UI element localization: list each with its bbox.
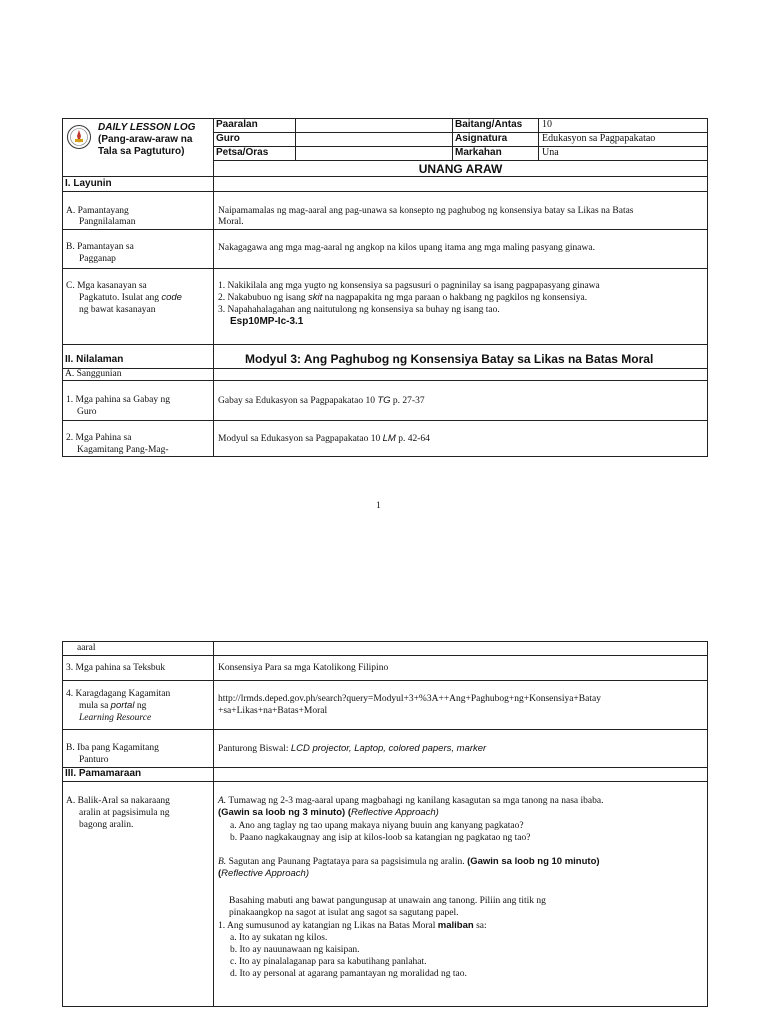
rule — [62, 1006, 708, 1007]
kagamitan-label-2: Kagamitang Pang-Mag- — [77, 445, 169, 455]
dll-subtitle-2: Tala sa Pagtuturo) — [98, 146, 185, 157]
section-nilalaman-heading: II. Nilalaman — [65, 354, 124, 365]
page-number: 1 — [376, 501, 381, 511]
instruction-line-1: Basahing mabuti ang bawat pangungusap at unawain ang tanong. Piliin ang titik ng — [229, 896, 546, 906]
rule — [213, 160, 708, 161]
row-b-label-2: Pagganap — [79, 254, 116, 264]
portal-link-line-2[interactable]: +sa+Likas+na+Batas+Moral — [218, 706, 328, 716]
row-c-label-1: C. Mga kasanayan sa — [66, 281, 147, 291]
row-b-content: Nakagagawa ang mga mag-aaral ng angkop na kilos upang itama ang mga maling pasyang ginawa. — [218, 243, 595, 253]
part-a-time: (Gawin sa loob ng 3 minuto) (Reflective Approach) — [218, 807, 439, 818]
part-a-text: A. Tumawag ng 2-3 mag-aaral upang magbahagi ng kanilang kasagutan sa mga tanong na nasa ibaba. — [218, 796, 604, 806]
row-a-label-1: A. Pamantayang — [66, 206, 129, 216]
section-pamamaraan-heading: III. Pamamaraan — [65, 768, 142, 779]
teksbuk-label: 3. Mga pahina sa Teksbuk — [66, 663, 166, 673]
teksbuk-content: Konsensiya Para sa mga Katolikong Filipino — [218, 663, 389, 673]
section-layunin-heading: I. Layunin — [65, 178, 112, 189]
row-c-label-3: ng bawat kasanayan — [79, 305, 156, 315]
rule — [538, 118, 539, 160]
karagdagan-label-3: Learning Resource — [79, 713, 152, 723]
part-a-question-b: b. Paano nagkakaugnay ang isip at kilos-loob sa katangian ng pagkatao ng tao? — [230, 833, 531, 843]
rule — [62, 118, 63, 456]
rule — [62, 767, 708, 768]
row-a-content-2: Moral. — [218, 217, 244, 227]
balik-aral-label-1: A. Balik-Aral sa nakaraang — [66, 796, 170, 806]
rule — [62, 191, 708, 192]
portal-link-line-1[interactable]: http://lrmds.deped.gov.ph/search?query=Modyul+3+%3A++Ang+Paghubog+ng+Konsensiya+Batay — [218, 694, 601, 704]
iba-label-2: Panturo — [79, 755, 109, 765]
karagdagan-label-2: mula sa portal ng — [79, 700, 147, 711]
rule — [62, 268, 708, 269]
row-b-label-1: B. Pamantayan sa — [66, 242, 134, 252]
balik-aral-label-3: bagong aralin. — [79, 820, 134, 830]
part-b-approach: (Reflective Approach) — [218, 868, 310, 879]
field-label-paaralan: Paaralan — [216, 119, 258, 130]
rule — [62, 655, 708, 656]
field-label-asignatura: Asignatura — [455, 133, 508, 144]
rule — [295, 118, 296, 160]
question-1-choice-b: b. Ito ay nauunawaan ng kaisipan. — [230, 945, 360, 955]
rule — [62, 176, 708, 177]
rule — [62, 456, 708, 457]
rule — [62, 729, 708, 730]
dll-subtitle-1: (Pang-araw-araw na — [98, 134, 193, 145]
question-1-choice-d: d. Ito ay personal at agarang pamantayan ng moralidad ng tao. — [230, 969, 467, 979]
kagamitan-label-1: 2. Mga Pahina sa — [66, 433, 132, 443]
field-label-guro: Guro — [216, 133, 240, 144]
field-label-baitang: Baitang/Antas — [455, 119, 523, 130]
question-1-choice-a: a. Ito ay sukatan ng kilos. — [230, 933, 328, 943]
rule — [62, 641, 708, 642]
deped-seal-icon — [66, 122, 92, 152]
row-a-content-1: Naipamamalas ng mag-aaral ang pag-unawa sa konsepto ng paghubog ng konsensiya batay sa Likas na Batas — [218, 206, 634, 216]
row-c-item-1: 1. Nakikilala ang mga yugto ng konsensiya sa pagsusuri o pagninilay sa isang pagpapasyang ginawa — [218, 281, 600, 291]
question-1-choice-c: c. Ito ay pinalalaganap para sa kabutihang panlahat. — [230, 957, 427, 967]
gabay-label-1: 1. Mga pahina sa Gabay ng — [66, 395, 170, 405]
rule — [62, 680, 708, 681]
rule — [707, 641, 708, 1007]
gabay-label-2: Guro — [77, 407, 97, 417]
field-value-markahan: Una — [542, 147, 559, 158]
competency-code: Esp10MP-Ic-3.1 — [230, 316, 304, 327]
sanggunian-label: A. Sanggunian — [65, 369, 122, 379]
part-b-text: B. Sagutan ang Paunang Pagtataya para sa pagsisimula ng aralin. (Gawin sa loob ng 10 minuto) — [218, 856, 600, 867]
dll-title: DAILY LESSON LOG — [98, 122, 196, 133]
row-c-item-2: 2. Nakabubuo ng isang skit na nagpapakita ng mga paraan o hakbang ng pagkilos ng konsensiya. — [218, 292, 588, 303]
module-title: Modyul 3: Ang Paghubog ng Konsensiya Batay sa Likas na Batas Moral — [245, 352, 654, 366]
iba-label-1: B. Iba pang Kagamitang — [66, 743, 159, 753]
field-value-asignatura: Edukasyon sa Pagpapakatao — [542, 133, 656, 144]
row-aaral-label: aaral — [77, 643, 96, 653]
part-a-question-a: a. Ano ang taglay ng tao upang makaya niyang buuin ang kanyang pagkatao? — [230, 821, 524, 831]
rule — [452, 118, 453, 160]
karagdagan-label-1: 4. Karagdagang Kagamitan — [66, 689, 171, 699]
rule — [62, 229, 708, 230]
iba-content: Panturong Biswal: LCD projector, Laptop, colored papers, marker — [218, 743, 487, 754]
rule — [62, 641, 63, 1007]
gabay-content: Gabay sa Edukasyon sa Pagpapakatao 10 TG p. 27-37 — [218, 395, 425, 406]
rule — [213, 641, 214, 1007]
instruction-line-2: pinakaangkop na sagot at isulat ang sagot sa sagutang papel. — [229, 908, 459, 918]
kagamitan-content: Modyul sa Edukasyon sa Pagpapakatao 10 LM p. 42-64 — [218, 433, 430, 444]
row-a-label-2: Pangnilalaman — [79, 217, 136, 227]
rule — [62, 781, 708, 782]
field-value-baitang: 10 — [542, 119, 552, 130]
question-1: 1. Ang sumusunod ay katangian ng Likas na Batas Moral maliban sa: — [218, 920, 487, 931]
rule — [62, 420, 708, 421]
balik-aral-label-2: aralin at pagsisimula ng — [79, 808, 170, 818]
row-c-label-2: Pagkatuto. Isulat ang code — [79, 292, 182, 303]
row-c-item-3: 3. Napahahalagahan ang naitutulong ng konsensiya sa buhay ng isang tao. — [218, 305, 500, 315]
rule — [62, 118, 708, 119]
rule — [62, 368, 708, 369]
field-label-petsa: Petsa/Oras — [216, 147, 269, 158]
day-title: UNANG ARAW — [418, 162, 503, 176]
rule — [62, 344, 708, 345]
field-label-markahan: Markahan — [455, 147, 502, 158]
rule — [62, 380, 708, 381]
